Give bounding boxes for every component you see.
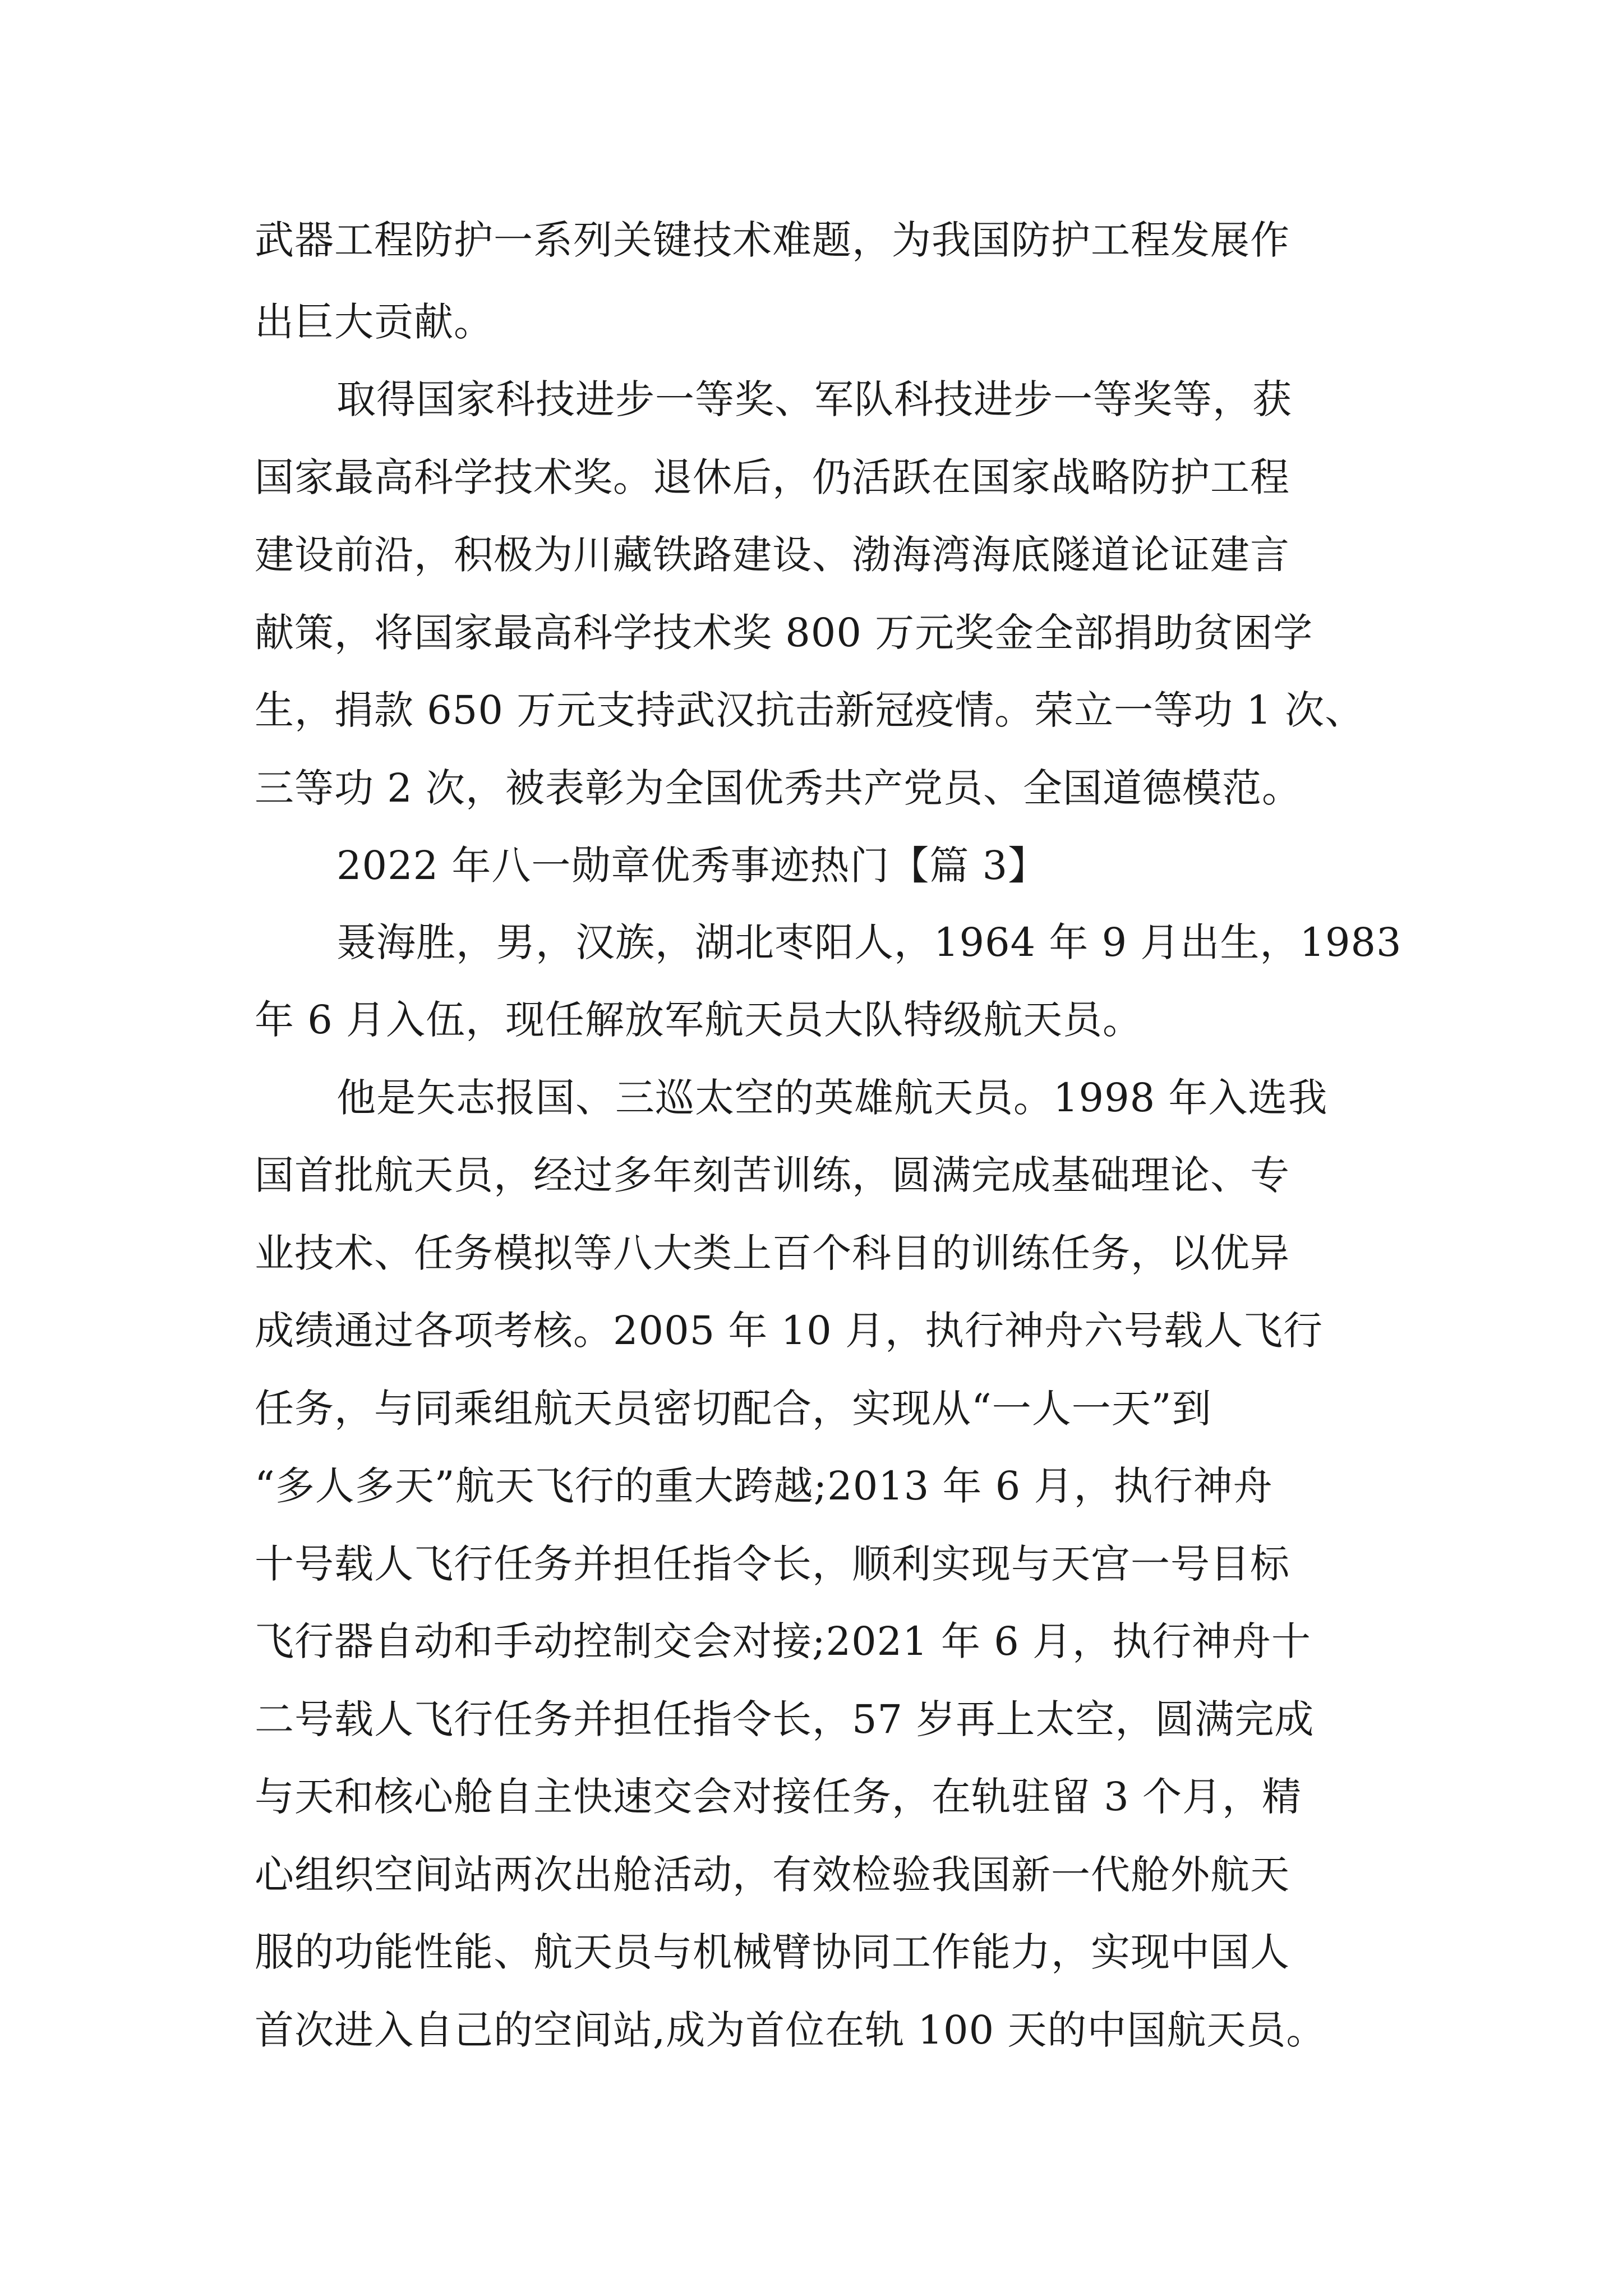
text-line: 生，捐款 650 万元支持武汉抗击新冠疫情。荣立一等功 1 次、 [255, 687, 1365, 733]
text-line: 十号载人飞行任务并担任指令长，顺利实现与天宫一号目标 [255, 1541, 1290, 1587]
text-line: 三等功 2 次，被表彰为全国优秀共产党员、全国道德模范。 [255, 765, 1302, 811]
text-line: 聂海胜，男，汉族，湖北枣阳人，1964 年 9 月出生，1983 [336, 919, 1402, 965]
text-line: 飞行器自动和手动控制交会对接;2021 年 6 月，执行神舟十 [255, 1618, 1312, 1664]
text-line: 心组织空间站两次出舱活动，有效检验我国新一代舱外航天 [255, 1852, 1290, 1898]
text-line: 献策，将国家最高科学技术奖 800 万元奖金全部捐助贫困学 [255, 610, 1313, 656]
text-line: 年 6 月入伍，现任解放军航天员大队特级航天员。 [255, 997, 1143, 1043]
text-line: 与天和核心舱自主快速交会对接任务，在轨驻留 3 个月，精 [255, 1774, 1302, 1820]
text-line: 武器工程防护一系列关键技术难题，为我国防护工程发展作 [255, 217, 1290, 263]
text-line: “多人多天”航天飞行的重大跨越;2013 年 6 月，执行神舟 [255, 1463, 1273, 1509]
text-line: 取得国家科技进步一等奖、军队科技进步一等奖等，获 [336, 376, 1292, 422]
text-line: 业技术、任务模拟等八大类上百个科目的训练任务，以优异 [255, 1230, 1290, 1276]
text-line: 出巨大贡献。 [255, 299, 494, 345]
text-line: 成绩通过各项考核。2005 年 10 月，执行神舟六号载人飞行 [255, 1308, 1323, 1354]
section-heading: 2022 年八一勋章优秀事迹热门【篇 3】 [336, 843, 1048, 889]
text-line: 建设前沿，积极为川藏铁路建设、渤海湾海底隧道论证建言 [255, 532, 1290, 578]
text-line: 国家最高科学技术奖。退休后，仍活跃在国家战略防护工程 [255, 454, 1290, 500]
text-line: 服的功能性能、航天员与机械臂协同工作能力，实现中国人 [255, 1929, 1290, 1975]
text-line: 任务，与同乘组航天员密切配合，实现从“一人一天”到 [255, 1386, 1212, 1432]
text-line: 首次进入自己的空间站,成为首位在轨 100 天的中国航天员。 [255, 2007, 1326, 2053]
text-line: 他是矢志报国、三巡太空的英雄航天员。1998 年入选我 [336, 1075, 1328, 1121]
text-line: 二号载人飞行任务并担任指令长，57 岁再上太空，圆满完成 [255, 1696, 1315, 1742]
text-line: 国首批航天员，经过多年刻苦训练，圆满完成基础理论、专 [255, 1152, 1290, 1198]
